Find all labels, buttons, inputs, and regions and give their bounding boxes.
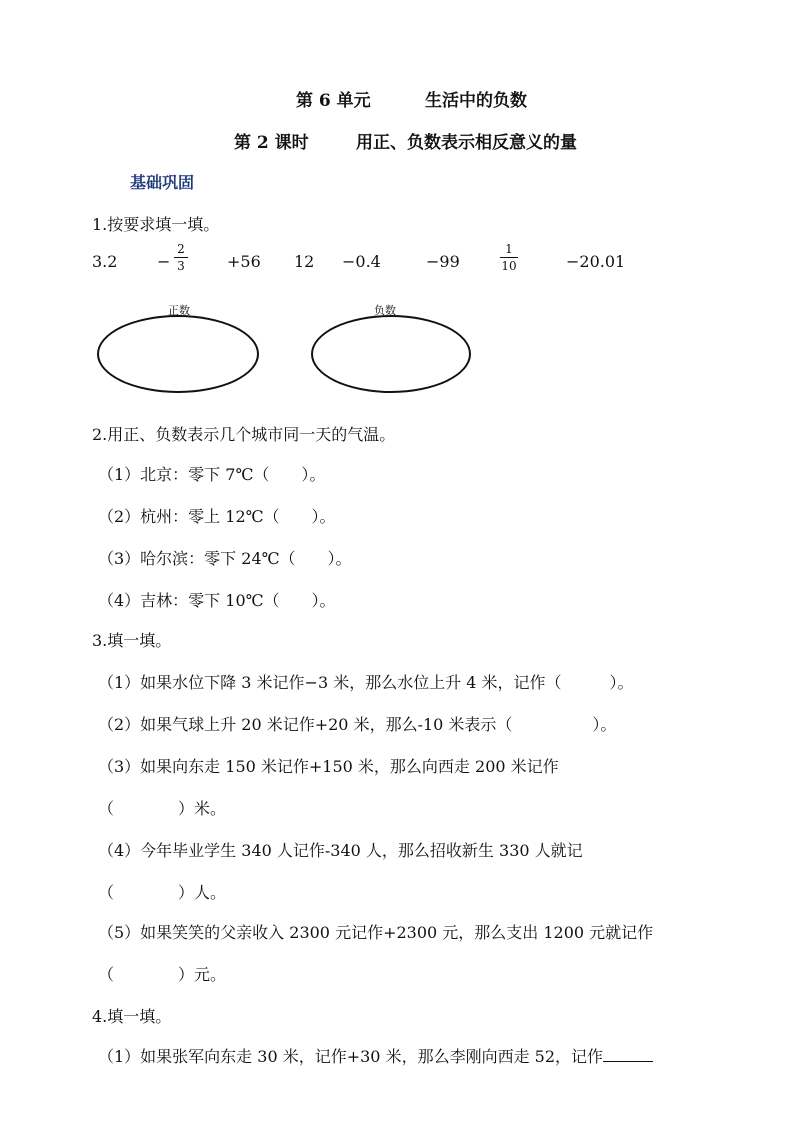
q1-number: 12	[294, 252, 315, 271]
q1-number: +56	[227, 252, 261, 271]
lesson-name: 用正、负数表示相反意义的量	[356, 133, 577, 153]
fraction-numerator: 1	[505, 242, 513, 256]
q3-item: （5）如果笑笑的父亲收入 2300 元记作+2300 元，那么支出 1200 元就记作	[98, 923, 654, 942]
q1-number: −99	[426, 252, 460, 271]
positive-label: 正数	[168, 304, 190, 317]
q2-prompt: 2.用正、负数表示几个城市同一天的气温。	[92, 425, 396, 444]
q4-item	[98, 1044, 653, 1067]
q1-fraction-positive	[500, 242, 518, 273]
q3-item: （3）如果向东走 150 米记作+150 米，那么向西走 200 米记作	[98, 757, 559, 776]
q2-item: （2）杭州：零上 12℃（ ）。	[98, 507, 336, 526]
answer-blank[interactable]	[603, 1047, 653, 1062]
fraction-denominator: 10	[501, 259, 517, 273]
positive-set-ellipse	[97, 315, 259, 393]
q1-number: −20.01	[566, 252, 626, 271]
q3-item-continuation: （ ）人。	[98, 883, 227, 902]
unit-title: 第 6 单元	[296, 91, 371, 111]
fraction-numerator: 2	[177, 242, 185, 256]
q1-number: −0.4	[342, 252, 381, 271]
q3-item: （1）如果水位下降 3 米记作−3 米，那么水位上升 4 米，记作（ ）。	[98, 673, 634, 692]
q4-item-text: （1）如果张军向东走 30 米，记作+30 米，那么李刚向西走 52，记作	[98, 1047, 604, 1066]
section-heading: 基础巩固	[130, 173, 195, 192]
q2-item: （1）北京：零下 7℃（ ）。	[98, 465, 326, 484]
lesson-title: 第 2 课时	[234, 133, 309, 153]
q1-number: 3.2	[92, 252, 118, 271]
fraction-denominator: 3	[177, 259, 185, 273]
q4-prompt: 4.填一填。	[92, 1007, 172, 1026]
q1-prompt: 1.按要求填一填。	[92, 215, 220, 234]
unit-name: 生活中的负数	[425, 91, 527, 111]
q1-fraction-negative	[174, 242, 188, 273]
q2-item: （3）哈尔滨：零下 24℃（ ）。	[98, 549, 352, 568]
q3-item: （4）今年毕业学生 340 人记作-340 人，那么招收新生 330 人就记	[98, 841, 583, 860]
q3-item-continuation: （ ）元。	[98, 965, 227, 984]
q2-item: （4）吉林：零下 10℃（ ）。	[98, 591, 336, 610]
negative-set-ellipse	[311, 315, 471, 393]
q3-prompt: 3.填一填。	[92, 631, 172, 650]
q3-item-continuation: （ ）米。	[98, 799, 227, 818]
q3-item: （2）如果气球上升 20 米记作+20 米，那么-10 米表示（ ）。	[98, 715, 617, 734]
q1-neg-sign: −	[157, 252, 171, 271]
negative-label: 负数	[374, 304, 396, 317]
